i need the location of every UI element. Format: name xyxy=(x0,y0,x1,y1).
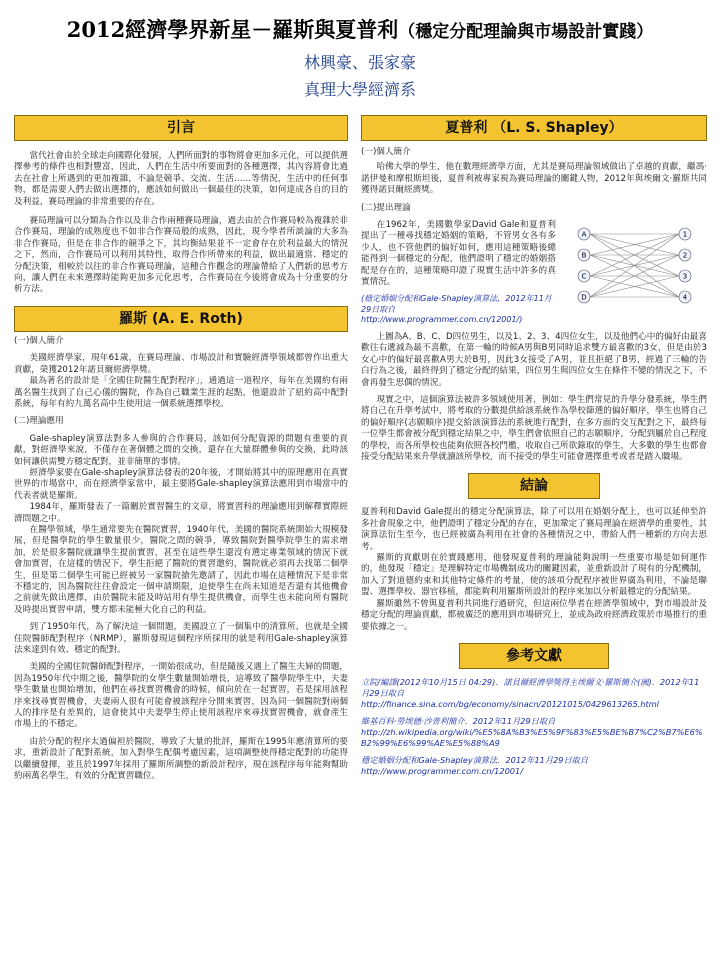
roth-s2-p1: Gale-shapley演算法對多人參與的合作賽局，該如何分配資源的問題有重要的貢獻，對經濟學來說，不僅存在著個體之間的交換，還存在大量群體參與的交換，此時該如何讓供需雙方穩定配對，並非簡單的事情。 xyxy=(14,433,348,467)
roth-s2-p7: 由於分配的程序太過偏袒於醫院，導致了大量的批評，羅斯在1995年應清算所的要求，重新設計了配對系統，加入對學生配偶考慮因素，這項調整使得穩定配對的功能得以繼續發揮，並且於1997年採用了羅斯所調整的新設計程序，現在該程序每年能夠幫助約兩萬名學生，有效的分配實習職位。 xyxy=(14,736,348,782)
title-main: 2012經濟學界新星－羅斯與夏普利 xyxy=(66,17,399,42)
shapley-s2-p1: 在1962年，美國數學家David Gale和夏普利提出了一種尋找穩定婚姻的策略，不管男女各有多少人，也不管他們的偏好如何，應用這種策略後總能得到一個穩定的分配，他們證明了穩定的婚姻搭配是存在的，這種策略印證了現實生活中許多的真實情況。 xyxy=(361,220,556,288)
roth-s1-p1: 美國經濟學家，現年61歲，在賽局理論、市場設計和實驗經濟學領域都曾作出重大貢獻，榮獲2012年諾貝爾經濟學獎。 xyxy=(14,353,348,375)
matching-svg xyxy=(562,220,707,312)
roth-s2-p4: 在醫學領域，學生通常要先在醫院實習，1940年代，美國的醫院系統開始大規模發展，但是醫學院的學生數量很少，醫院之間的競爭，導致醫院對醫學院學生的需求增加，於是很多醫院就讓學生提前實習，甚至在這些學生還沒有選定專業領域的情況下就會加實習，在這樣的情況下，學生拒絕了醫院的實習邀約，醫院就必須再去找第二個學生，但是第二個學生可能已經被另一家醫院搶先邀請了，因此市場在這種情況下是非常不穩定的，因為醫院往往會設定一個申請期限，迫使學生在尚未知道是否還有其他機會之前就先做出選擇，由於醫院未能及時站用有學生提供機會，而學生也未能向所有醫院及時提出實習申請，雙方都未能極大化自己的利益。 xyxy=(14,524,348,615)
shapley-heading: 夏普利 （L. S. Shapley） xyxy=(361,115,707,141)
conclusion-p1: 夏普利和David Gale提出的穩定分配演算法，除了可以用在婚姻分配上，也可以延伸至許多社會現象之中，他們證明了穩定分配的存在，更加鞏定了賽局理論在經濟學的重要性，其演算法衍生至今，也已經被廣為利用在社會的各種情況之中，帶給人們一種新的方向去思考。 xyxy=(361,507,707,552)
intro-heading: 引言 xyxy=(14,115,348,141)
reference-3: 穩定婚姻分配和Gale-Shapley演算法．2012年11月29日取自 xyxy=(361,754,589,765)
roth-s2-p2: 經濟學家要在Gale-shapley演算法發表的20年後，才開始將其中的原理應用在真實世界的市場當中，而在經濟學家當中，最主要將Gale-shapley演算法應用到市場當中的代表者就是羅斯。 xyxy=(14,467,348,501)
conclusion-heading: 結論 xyxy=(468,473,600,499)
man-D-label: D xyxy=(581,293,587,302)
poster-title xyxy=(0,14,720,44)
affiliation: 真理大學經濟系 xyxy=(303,80,416,99)
figure-caption xyxy=(361,294,556,326)
figure-caption-line1: (穩定婚姻分配和Gale-Shapley演算法，2012年11月29日取自 xyxy=(361,294,552,314)
roth-s1-p2: 最為著名的設計是「全國住院醫生配對程序」，通過這一道程序，每年在美國約有兩萬名醫生找到了自己心儀的醫院，作為自己職業生涯的起點，他還設計了紐約高中配對系統，每年有約九萬名高中生使用這一個系統選擇學校。 xyxy=(14,376,348,409)
roth-s2-p5: 到了1950年代，為了解決這一個問題，美國設立了一個集中的清算所，也就是全國住院醫師配對程序（NRMP），羅斯發現這個程序所採用的就是利用Gale-shapley演算法來達到有效、穩定的配對。 xyxy=(14,622,348,656)
shapley-s1-p1: 哈佛大學的學生，他在數理經濟學方面，尤其是賽局理論領域做出了卓越的貢獻，繼馮·諾伊曼和摩根斯坦後，夏普利被專家視為賽局理論的關鍵人物，2012年與埃爾文·羅斯共同獲得諾貝爾經濟獎。 xyxy=(361,162,707,196)
reference-2: 維基百科·勞埃德·沙普利簡介．2012年11月29日取自 xyxy=(361,715,556,726)
woman-2-label: 2 xyxy=(682,251,688,260)
woman-3-label: 3 xyxy=(682,272,688,281)
roth-s2-label: (二)理論應用 xyxy=(14,416,64,427)
man-A-label: A xyxy=(581,230,587,239)
woman-4-label: 4 xyxy=(682,293,688,302)
authors: 林興豪、張家豪 xyxy=(303,53,416,72)
roth-s2-p6: 美國的全國住院醫師配對程序，一開始很成功，但是隨後又遇上了醫生夫婦的問題，因為1950年代中期之後，醫學院的女學生數量開始增長，這導致了醫學院學生中，夫妻學生數量也開始增加，他們在尋找實習機會的時候，傾向於在一起實習，若是採用該程序來找尋實習機會，夫妻兩人很有可能會被該程序分開來實習，因為同一個醫院對兩個人的排序是有差異的，這會使其中夫妻學生停止使用該程序來尋找實習機會，就會產生市場上的不穩定。 xyxy=(14,662,348,730)
intro-paragraph-2: 賽局理論可以分類為合作以及非合作兩種賽局理論，過去由於合作賽局較為複雜於非合作賽局，理論的成熟度也不如非合作賽局般的成熟，因此，現今學者所談論的大多為非合作賽局，但是在非合作的競爭之下，其均衡結果並不一定會存在於利益最大的情況之下，然而，合作賽局可以利用其特性，取得合作所帶來的利益，做出最適當、穩定的分配決策，相較於以往的非合作賽局理論，這種合作觀念的理論帶給了人們新的思考方向，讓人們在未來選擇時能夠更加多元化思考，合作賽局在今後將會成為十分重要的分析方法。 xyxy=(14,216,348,295)
roth-s1-label: (一)個人簡介 xyxy=(14,335,64,346)
shapley-s2-label: (二)提出理論 xyxy=(361,202,411,213)
man-C-label: C xyxy=(581,272,587,281)
figure-row xyxy=(361,220,707,326)
left-column xyxy=(14,115,348,783)
reference-3-url[interactable]: http://www.programmer.com.cn/12001/ xyxy=(361,765,523,776)
shapley-s1-label: (一)個人簡介 xyxy=(361,147,411,157)
references-heading: 參考文獻 xyxy=(459,643,609,669)
title-sub: （穩定分配理論與市場設計實踐） xyxy=(398,22,654,42)
figure-text xyxy=(361,220,556,326)
woman-1-label: 1 xyxy=(682,230,688,239)
man-B-label: B xyxy=(581,251,587,260)
reference-2-url[interactable]: http://zh.wikipedia.org/wiki/%E5%8A%B3%E5%9F%83%E5%BE%B7%C2%B7%E6%B2%99%E6%99%AE%E5%88%A9 xyxy=(361,726,703,748)
right-column xyxy=(361,115,707,777)
stable-matching-diagram xyxy=(562,220,707,312)
conclusion-p3: 羅斯雖然不曾與夏普利共同進行過研究，但這兩位學者在經濟學領域中，對市場設計及穩定分配的理論貢獻，都被廣泛的應用到市場研究上，並成為政府經濟政策於市場推行的重要依據之一。 xyxy=(361,598,707,632)
reference-1-url[interactable]: http://finance.sina.com/bg/economy/sinacn/20121015/0429613265.html xyxy=(361,698,659,709)
figure-caption-line2[interactable]: http://www.programmer.com.cn/12001/) xyxy=(361,315,523,325)
roth-s2-p3: 1984年，羅斯發表了一篇關於實習醫生的文章，將實習科的理論應用到解釋實際經濟問題之中。 xyxy=(14,502,348,524)
shapley-s2-p2: 上圖為A、B、C、D四位男生，以及1、2、3、4四位女生，以及他們心中的偏好由最喜歡往右遞減為最不喜歡，在第一輪的時候A男與B男同時追求雙方最喜歡的3女，但是由於3女心中的偏好最喜歡A男大於B男，因此3女接受了A男，並且拒絕了B男，經過了三輪的告白行為之後，最終得到了穩定分配的結果，四位男生與四位女生在條件不變的情況之下，不會再發生思偶的情況。 xyxy=(361,331,707,388)
reference-1: 立院/編譯(2012年10月15日 04:29)．諾貝爾經濟學獎得主埃爾文·羅斯簡介(圖)．2012年11月29日取自 xyxy=(361,676,700,698)
shapley-s2-p3: 現實之中，這個演算法被許多領域使用著，例如：學生們常見的升學分發系統，學生們將自己在升學考試中，將考取的分數提供給該系統作為學校篩選的偏好順序，學生也將自己的偏好順序(志願順序)提交給該演算法的系統進行配對，在多方面的交互配對之下，最終每一位學生都會被分配到穩定結果之中，學生們會依照自己的志願順序，分配到屬於自己程度的學校，而各所學校也能夠依照各校門檻，收取自己所欲錄取的學生，大多數的學生也都會接受分配結果來升學就讀該所學校，而不接受的學生可能會選擇重考或者是踏入職場。 xyxy=(361,395,707,463)
poster-header xyxy=(0,0,720,100)
intro-paragraph-1: 當代社會由於全球走向國際化發展，人們所面對的事物將會更加多元化，可以提供選擇參考的條件也相對豐富，因此，人們在生活中所要面對的各種選擇，其內容將會比過去在社會上所遇到的更加複雜，不論是競爭、交流、生活……等情況，生活中的任何事物，都是需要人們去做出選擇的，應該如何做出一個最佳的決策，如何達成各自的目的及利益，賽局理論的非常重要的存在。 xyxy=(14,151,348,207)
conclusion-p2: 羅斯的貢獻則在於實踐應用，他發現夏普利的理論能夠說明一些重要市場是如何運作的，他發現「穩定」是理解特定市場機制成功的關鍵因素，並重新設計了現有的分配機制，加入了對道德約束和其他特定條件的考量，使的該項分配程序被世界廣為利用，不論是聯盟、選擇學校、器官移植，都能夠利用羅斯所設計的程序來加以分析最穩定的分配結果。 xyxy=(361,553,707,598)
roth-heading: 羅斯 (A. E. Roth) xyxy=(14,306,348,332)
